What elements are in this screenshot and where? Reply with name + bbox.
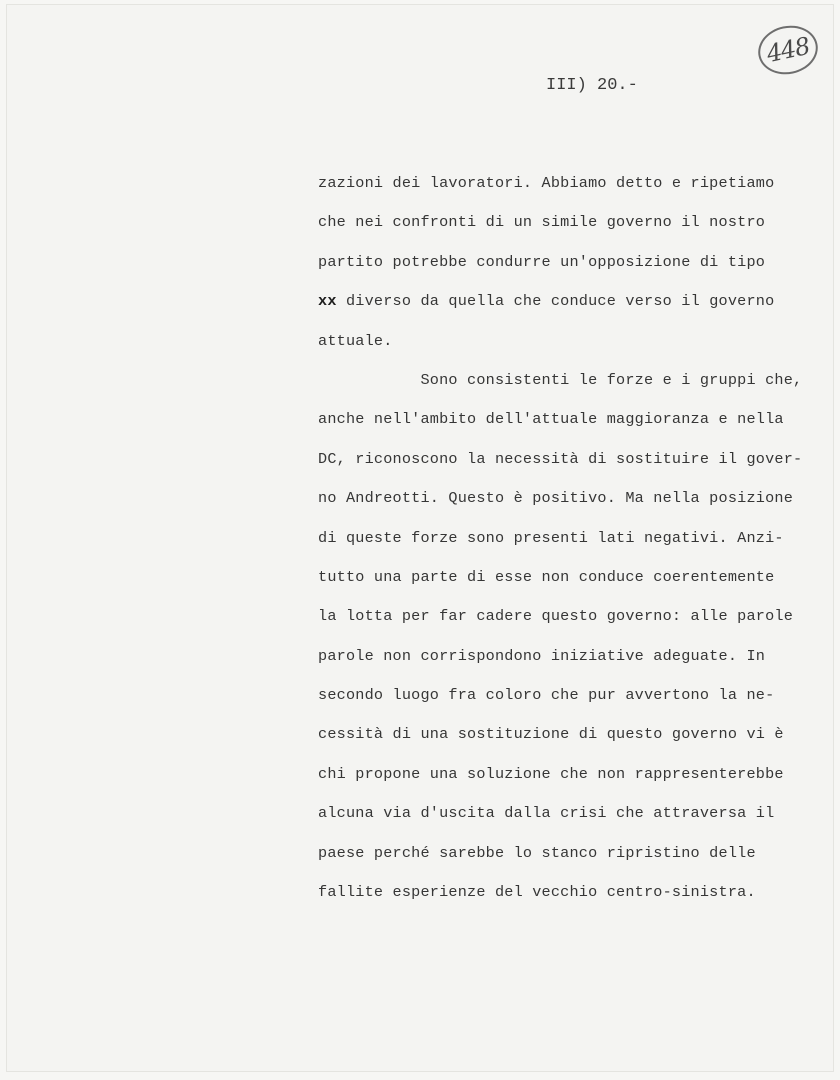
text-line-6: Sono consistenti le forze e i gruppi che, [318, 370, 803, 389]
page-number: 20.- [597, 76, 638, 95]
text-line-4-rest: diverso da quella che conduce verso il governo [336, 292, 775, 311]
page-header [546, 76, 638, 95]
section-number: III) [546, 76, 587, 95]
text-line-17: alcuna via d'uscita dalla crisi che attraversa il [318, 804, 775, 823]
text-line-10: di queste forze sono presenti lati negativi. Anzi- [318, 528, 784, 547]
text-line-1: zazioni dei lavoratori. Abbiamo detto e ripetiamo [318, 174, 775, 192]
text-line-5: attuale. [318, 331, 393, 350]
text-line-14: secondo luogo fra coloro che pur avvertono la ne- [318, 686, 775, 705]
document-page [6, 4, 834, 1072]
handwritten-page-number: 448 [754, 20, 823, 79]
text-line-13: parole non corrispondono iniziative adeguate. In [318, 646, 766, 665]
text-line-11: tutto una parte di esse non conduce coerentemente [318, 567, 775, 586]
body-text [318, 164, 833, 912]
text-line-12: la lotta per far cadere questo governo: alle parole [318, 607, 794, 626]
text-line-4 [318, 282, 833, 321]
text-line-18: paese perché sarebbe lo stanco ripristino delle [318, 843, 756, 862]
text-line-19: fallite esperienze del vecchio centro-sinistra. [318, 883, 756, 902]
text-line-16: chi propone una soluzione che non rappresenterebbe [318, 764, 784, 783]
struck-out-characters: xx [318, 292, 337, 311]
text-line-8: DC, riconoscono la necessità di sostituire il gover- [318, 449, 803, 468]
text-line-3: partito potrebbe condurre un'opposizione di tipo [318, 252, 766, 271]
text-line-15: cessità di una sostituzione di questo governo vi è [318, 725, 784, 744]
text-line-7: anche nell'ambito dell'attuale maggioranza e nella [318, 410, 784, 429]
text-line-9: no Andreotti. Questo è positivo. Ma nella posizione [318, 489, 794, 508]
text-line-2: che nei confronti di un simile governo il nostro [318, 213, 766, 232]
